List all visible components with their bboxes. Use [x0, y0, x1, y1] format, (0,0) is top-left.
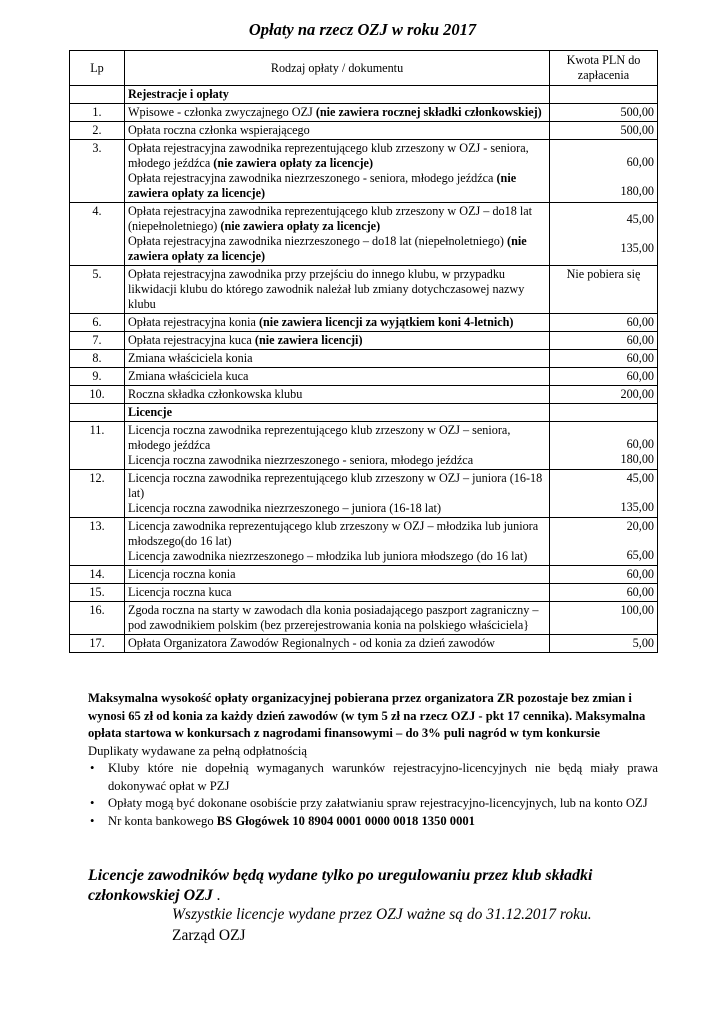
fee-amount [550, 422, 658, 470]
fee-description-part [128, 234, 546, 264]
header-lp: Lp [70, 51, 125, 86]
fee-amount [550, 266, 658, 314]
table-row [70, 518, 658, 566]
licence-payment-note: Licencje zawodników będą wydane tylko po uregulowaniu przez klub składki członkowskiej OZJ . [88, 867, 593, 904]
fee-text: (nie zawiera opłaty za licencje) [220, 219, 381, 233]
list-item: • Opłaty mogą być dokonane osobiście przy załatwianiu spraw rejestracyjno-licencyjnych, lub na konto OZJ [108, 795, 658, 813]
spacer [553, 486, 654, 500]
table-row [70, 602, 658, 635]
amount-value: 60,00 [626, 351, 654, 365]
bullet-icon: • [90, 761, 95, 775]
fee-description [125, 470, 550, 518]
amount-value: 20,00 [626, 519, 654, 533]
section-registrations [70, 86, 658, 104]
fee-amount [550, 122, 658, 140]
fee-description [125, 566, 550, 584]
table-row [70, 386, 658, 404]
fee-description-part [128, 171, 546, 201]
table-row [70, 470, 658, 518]
fee-text: Licencja zawodnika niezrzeszonego – młodzika lub juniora młodszego (do 16 lat) [128, 549, 528, 563]
fee-text: Licencja roczna konia [128, 567, 236, 581]
fee-amount [550, 566, 658, 584]
section-title: Licencje [125, 404, 550, 422]
duplicates-note: Duplikaty wydawane za pełną odpłatnością [88, 743, 307, 758]
fee-description-part [128, 549, 546, 564]
fee-amount [550, 470, 658, 518]
fee-description [125, 140, 550, 203]
fee-text: (nie zawiera opłaty za licencje) [213, 156, 374, 170]
spacer [553, 227, 654, 241]
spacer [553, 141, 654, 155]
validity-note: Wszystkie licencje wydane przez OZJ ważne są do 31.12.2017 roku. [172, 906, 592, 923]
section-lp-cell [70, 404, 125, 422]
fee-description-part [128, 204, 546, 234]
row-number: 14. [70, 566, 125, 584]
fee-text: Zmiana właściciela kuca [128, 369, 249, 383]
fee-description [125, 635, 550, 653]
fees-table-body [70, 86, 658, 653]
fee-description [125, 584, 550, 602]
fee-description [125, 266, 550, 314]
fee-text: Zmiana właściciela konia [128, 351, 253, 365]
amount-value: 180,00 [620, 452, 654, 466]
table-row [70, 104, 658, 122]
section-licences [70, 404, 658, 422]
page-title: Opłaty na rzecz OZJ w roku 2017 [248, 20, 477, 39]
amount-value: 60,00 [626, 369, 654, 383]
fee-amount [550, 314, 658, 332]
amount-value: 5,00 [632, 636, 654, 650]
fee-description [125, 104, 550, 122]
fee-amount [550, 104, 658, 122]
row-number: 4. [70, 203, 125, 266]
row-number: 2. [70, 122, 125, 140]
table-row [70, 140, 658, 203]
row-number: 8. [70, 350, 125, 368]
fee-amount [550, 368, 658, 386]
bank-account-number: BS Głogówek 10 8904 0001 0000 0018 1350 0001 [216, 813, 475, 828]
row-number: 16. [70, 602, 125, 635]
fee-amount [550, 332, 658, 350]
fee-amount [550, 386, 658, 404]
fee-text: Licencja roczna zawodnika niezrzeszonego – juniora (16-18 lat) [128, 501, 442, 515]
row-number: 11. [70, 422, 125, 470]
fee-amount [550, 635, 658, 653]
fee-text: (nie zawiera rocznej składki członkowskiej) [315, 105, 542, 119]
amount-value: 500,00 [620, 123, 654, 137]
fee-text: Licencja roczna zawodnika reprezentującego klub zrzeszony w OZJ – seniora, młodego jeźdźca [128, 423, 511, 452]
fee-description [125, 203, 550, 266]
row-number: 15. [70, 584, 125, 602]
fee-text: Roczna składka członkowska klubu [128, 387, 303, 401]
fee-amount [550, 584, 658, 602]
amount-value: 60,00 [626, 567, 654, 581]
amount-value: 500,00 [620, 105, 654, 119]
row-number: 3. [70, 140, 125, 203]
fee-amount [550, 602, 658, 635]
spacer [553, 170, 654, 184]
fee-description-part [128, 501, 546, 516]
amount-value: 45,00 [626, 471, 654, 485]
fee-amount [550, 350, 658, 368]
notes-list [88, 760, 658, 830]
amount-value: 60,00 [626, 155, 654, 169]
account-label: Nr konta bankowego [108, 813, 217, 828]
amount-value: 135,00 [620, 241, 654, 255]
fee-description [125, 422, 550, 470]
spacer [553, 204, 654, 212]
fee-text: Licencja roczna kuca [128, 585, 232, 599]
row-number: 10. [70, 386, 125, 404]
row-number: 9. [70, 368, 125, 386]
amount-value: 180,00 [620, 184, 654, 198]
fee-text: Opłata roczna członka wspierającego [128, 123, 310, 137]
table-row [70, 566, 658, 584]
spacer [553, 534, 654, 548]
amount-value: 45,00 [626, 212, 654, 226]
amount-value: 200,00 [620, 387, 654, 401]
section-amount-cell [550, 404, 658, 422]
fee-amount [550, 203, 658, 266]
fee-text: (nie zawiera licencji za wyjątkiem koni 4-letnich) [258, 315, 514, 329]
fee-description [125, 602, 550, 635]
amount-value: 60,00 [626, 315, 654, 329]
fee-amount [550, 518, 658, 566]
fee-text: (nie zawiera opłaty za licencje) [128, 171, 517, 200]
table-row [70, 266, 658, 314]
fee-text: Licencja roczna zawodnika reprezentującego klub zrzeszony w OZJ – juniora (16-18 lat) [128, 471, 543, 500]
row-number: 1. [70, 104, 125, 122]
fee-text: Opłata rejestracyjna zawodnika niezrzeszonego - seniora, młodego jeźdźca [128, 171, 497, 185]
row-number: 17. [70, 635, 125, 653]
signature-board: Zarząd OZJ [172, 927, 246, 944]
list-item: • Kluby które nie dopełnią wymaganych warunków rejestracyjno-licencyjnych nie będą miały prawa dokonywać opłat w PZJ [90, 761, 658, 793]
fee-description [125, 518, 550, 566]
fee-amount [550, 140, 658, 203]
table-row [70, 368, 658, 386]
amount-value: 65,00 [626, 548, 654, 562]
fee-text: Opłata rejestracyjna zawodnika reprezentującego klub zrzeszony w OZJ – do18 lat (niepełnoletniego) [128, 204, 533, 233]
row-number: 6. [70, 314, 125, 332]
fee-text: Opłata rejestracyjna zawodnika reprezentującego klub zrzeszony w OZJ - seniora, młodego jeźdźca [128, 141, 529, 170]
footer-notes [88, 690, 658, 830]
amount-value: 100,00 [620, 603, 654, 617]
section-title: Rejestracje i opłaty [125, 86, 550, 104]
fee-text: Opłata Organizatora Zawodów Regionalnych - od konia za dzień zawodów [128, 636, 495, 650]
fee-description-part [128, 453, 546, 468]
fee-text: Opłata rejestracyjna kuca [128, 333, 255, 347]
fee-description [125, 350, 550, 368]
row-number: 13. [70, 518, 125, 566]
bullet-icon: • [90, 813, 95, 828]
fee-description [125, 332, 550, 350]
amount-value: 135,00 [620, 500, 654, 514]
fee-text: (nie zawiera opłaty za licencje) [128, 234, 527, 263]
fee-description [125, 122, 550, 140]
fee-text: (nie zawiera licencji) [254, 333, 363, 347]
fee-description [125, 386, 550, 404]
fee-text: Wpisowe - członka zwyczajnego OZJ [128, 105, 316, 119]
table-row [70, 350, 658, 368]
amount-value: Nie pobiera się [566, 267, 641, 281]
max-fee-note: Maksymalna wysokość opłaty organizacyjnej pobierana przez organizatora ZR pozostaje bez zmian i wynosi 65 zł od konia za każdy dzień zawodów (w tym 5 zł na rzecz OZJ - pkt 17 cennika). Maksymalna opłata startowa w konkursach z nagrodami finansowymi – do 3% puli nagród w tym konkursie [88, 691, 646, 740]
section-lp-cell [70, 86, 125, 104]
row-number: 12. [70, 470, 125, 518]
fee-text: Licencja roczna zawodnika niezrzeszonego - seniora, młodego jeźdźca [128, 453, 474, 467]
header-fee-type: Rodzaj opłaty / dokumentu [125, 51, 550, 86]
bullet-icon: • [90, 796, 95, 810]
fee-description-part [128, 519, 546, 549]
fee-text: Licencja zawodnika reprezentującego klub zrzeszony w OZJ – młodzika lub juniora młodszego(do 16 lat) [128, 519, 539, 548]
list-item [90, 813, 658, 831]
fee-text: Opłata rejestracyjna zawodnika niezrzeszonego – do18 lat (niepełnoletniego) [128, 234, 508, 248]
table-row [70, 314, 658, 332]
fees-table [69, 50, 658, 653]
fee-description-part [128, 141, 546, 171]
amount-value: 60,00 [626, 333, 654, 347]
table-row [70, 332, 658, 350]
row-number: 7. [70, 332, 125, 350]
spacer [553, 423, 654, 437]
amount-value: 60,00 [626, 437, 654, 451]
amount-value: 60,00 [626, 585, 654, 599]
fee-text: Opłata rejestracyjna konia [128, 315, 259, 329]
fee-description [125, 314, 550, 332]
table-row [70, 203, 658, 266]
table-row [70, 584, 658, 602]
header-amount: Kwota PLN do zapłacenia [550, 51, 658, 86]
fee-text: Opłata rejestracyjna zawodnika przy przejściu do innego klubu, w przypadku likwidacji klubu do którego zawodnik należał lub zmiany dotychczasowej nazwy klubu [128, 267, 525, 311]
section-amount-cell [550, 86, 658, 104]
table-row [70, 422, 658, 470]
table-header-row [70, 51, 658, 86]
fee-description-part [128, 423, 546, 453]
table-row [70, 635, 658, 653]
fee-description [125, 368, 550, 386]
fee-description-part [128, 471, 546, 501]
row-number: 5. [70, 266, 125, 314]
table-row [70, 122, 658, 140]
fee-text: Zgoda roczna na starty w zawodach dla konia posiadającego paszport zagraniczny – pod zawodnikiem polskim (bez przerejestrowania konia na polskiego właściciela} [128, 603, 539, 632]
